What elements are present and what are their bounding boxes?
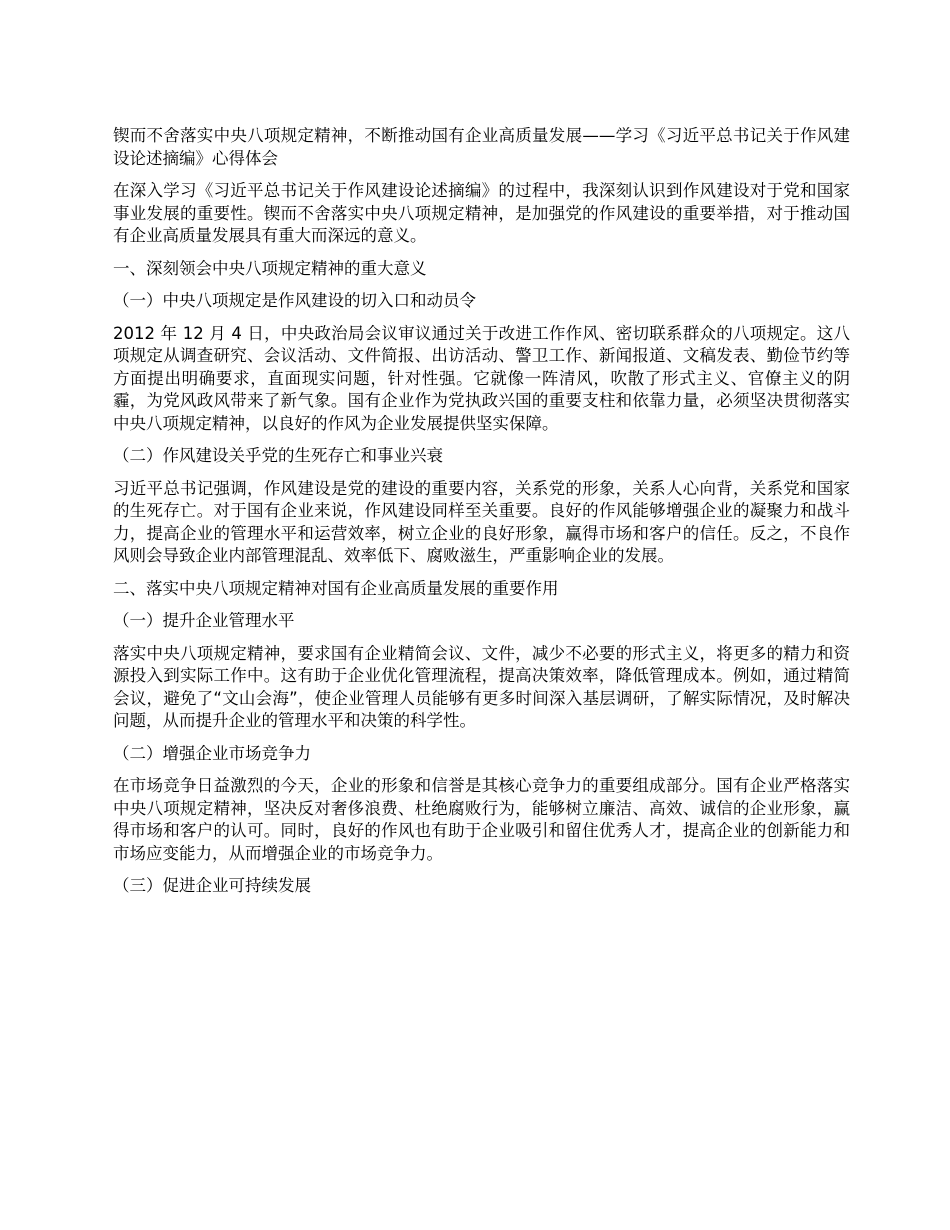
section-1-heading: 一、深刻领会中央八项规定精神的重大意义 <box>113 258 427 278</box>
document-title: 锲而不舍落实中央八项规定精神，不断推动国有企业高质量发展——学习《习近平总书记关于作风建设论述摘编》心得体会 <box>113 126 850 168</box>
section-2-2-heading: （二）增强企业市场竞争力 <box>113 743 311 763</box>
section-1-1-paragraph: 2012 年 12 月 4 日，中央政治局会议审议通过关于改进工作作风、密切联系群众的八项规定。这八项规定从调查研究、会议活动、文件简报、出访活动、警卫工作、新闻报道、文稿发表、勤俭节约等方面提出明确要求，直面现实问题，针对性强。它就像一阵清风，吹散了形式主义、官僚主义的阴霾，为党风政风带来了新气象。国有企业作为党执政兴国的重要支柱和依靠力量，必须坚决贯彻落实中央八项规定精神，以良好的作风为企业发展提供坚实保障。 <box>113 323 850 433</box>
section-1-1-heading: （一）中央八项规定是作风建设的切入口和动员令 <box>113 291 476 310</box>
section-1-2-heading: （二）作风建设关乎党的生死存亡和事业兴衰 <box>113 446 443 465</box>
section-2-1-paragraph: 落实中央八项规定精神，要求国有企业精简会议、文件，减少不必要的形式主义，将更多的精力和资源投入到实际工作中。这有助于企业优化管理流程，提高决策效率，降低管理成本。例如，通过精简会议，避免了“文山会海”，使企业管理人员能够有更多时间深入基层调研，了解实际情况，及时解决问题，从而提升企业的管理水平和决策的科学性。 <box>113 643 850 730</box>
section-2-3-heading: （三）促进企业可持续发展 <box>113 876 311 895</box>
intro-paragraph: 在深入学习《习近平总书记关于作风建设论述摘编》的过程中，我深刻认识到作风建设对于党和国家事业发展的重要性。锲而不舍落实中央八项规定精神，是加强党的作风建设的重要举措，对于推动国有企业高质量发展具有重大而深远的意义。 <box>113 181 850 245</box>
section-2-2-paragraph: 在市场竞争日益激烈的今天，企业的形象和信誉是其核心竞争力的重要组成部分。国有企业严格落实中央八项规定精神，坚决反对奢侈浪费、杜绝腐败行为，能够树立廉洁、高效、诚信的企业形象，赢得市场和客户的认可。同时，良好的作风也有助于企业吸引和留住优秀人才，提高企业的创新能力和市场应变能力，从而增强企业的市场竞争力。 <box>113 776 850 863</box>
section-1-2-paragraph: 习近平总书记强调，作风建设是党的建设的重要内容，关系党的形象，关系人心向背，关系党和国家的生死存亡。对于国有企业来说，作风建设同样至关重要。良好的作风能够增强企业的凝聚力和战斗力，提高企业的管理水平和运营效率，树立企业的良好形象，赢得市场和客户的信任。反之，不良作风则会导致企业内部管理混乱、效率低下、腐败滋生，严重影响企业的发展。 <box>113 478 850 565</box>
section-2-1-heading: （一）提升企业管理水平 <box>113 611 295 630</box>
section-2-heading: 二、落实中央八项规定精神对国有企业高质量发展的重要作用 <box>113 578 559 598</box>
document-page <box>113 125 850 908</box>
